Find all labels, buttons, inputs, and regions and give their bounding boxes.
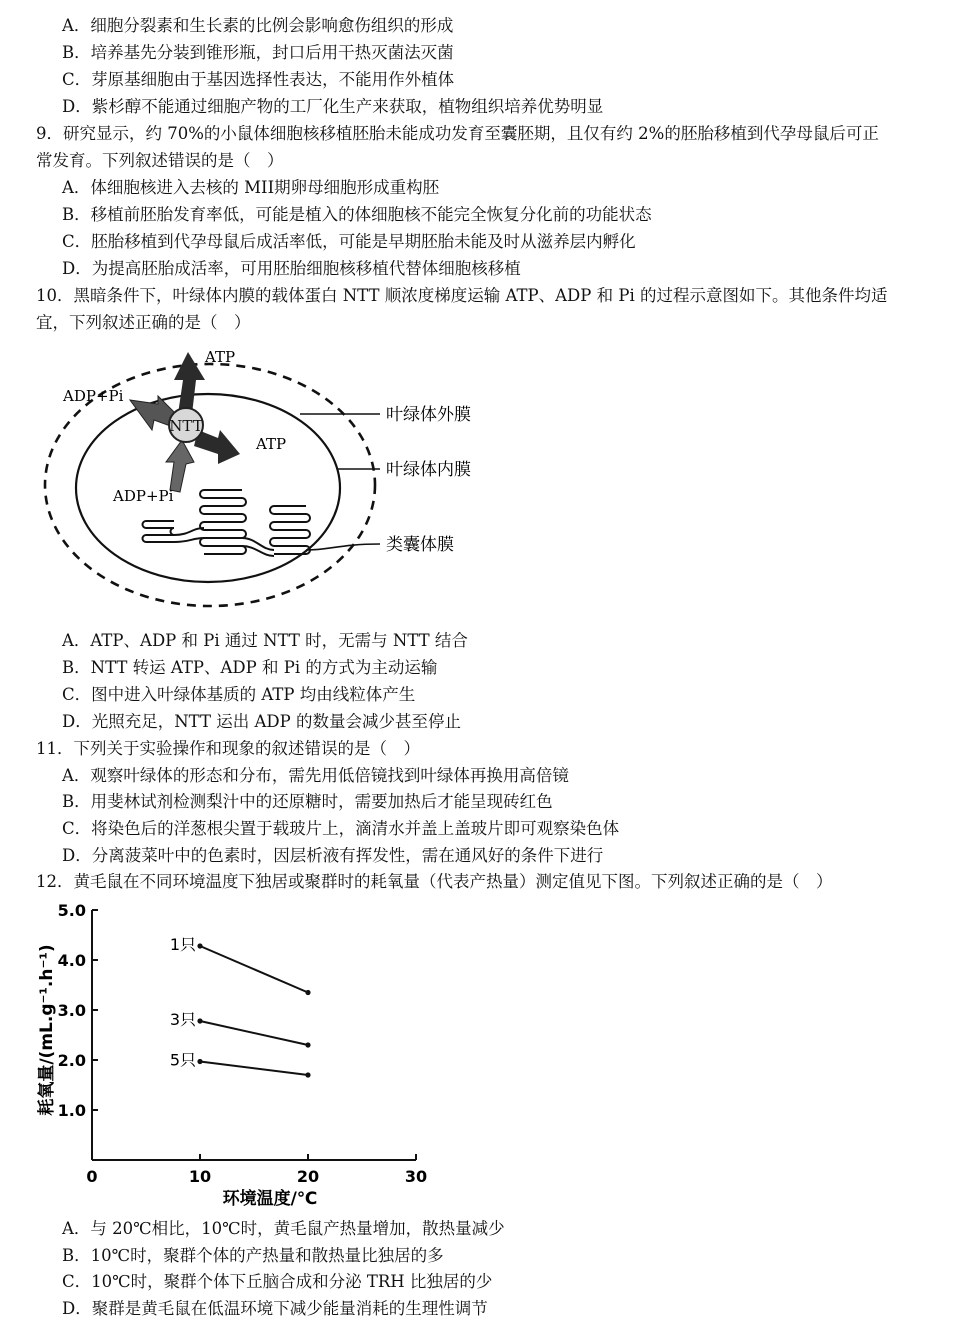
data-point: [197, 943, 202, 948]
q10-option-c: C．图中进入叶绿体基质的 ATP 均由线粒体产生: [62, 685, 416, 704]
x-tick-label: 0: [86, 1167, 98, 1186]
q8-option-d: D．紫杉醇不能通过细胞产物的工厂化生产来获取，植物组织培养优势明显: [62, 97, 604, 116]
outer-membrane-label: 叶绿体外膜: [386, 405, 471, 425]
adp-pi-left-label: ADP+Pi: [63, 387, 124, 405]
chloroplast-diagram: [30, 338, 510, 618]
x-tick-label: 30: [404, 1167, 428, 1186]
q11-option-a: A．观察叶绿体的形态和分布，需先用低倍镜找到叶绿体再换用高倍镜: [62, 766, 569, 785]
q10-option-d: D．光照充足，NTT 运出 ADP 的数量会减少甚至停止: [62, 712, 461, 731]
q11-option-d: D．分离菠菜叶中的色素时，因层析液有挥发性，需在通风好的条件下进行: [62, 846, 604, 865]
adp-pi-inner-label: ADP+Pi: [113, 487, 174, 505]
x-tick-label: 10: [188, 1167, 212, 1186]
thylakoid-membrane-label: 类囊体膜: [386, 535, 454, 555]
q8-option-c: C．芽原基细胞由于基因选择性表达，不能用作外植体: [62, 70, 455, 89]
q12-option-c: C．10℃时，聚群个体下丘脑合成和分泌 TRH 比独居的少: [62, 1272, 493, 1291]
q11-option-b: B．用斐林试剂检测梨汁中的还原糖时，需要加热后才能呈现砖红色: [62, 792, 553, 811]
atp-stroma-arrow: [194, 430, 240, 464]
q8-option-a: A．细胞分裂素和生长素的比例会影响愈伤组织的形成: [62, 16, 454, 35]
inner-membrane-label: 叶绿体内膜: [386, 460, 471, 480]
y-tick-label: 4.0: [57, 951, 86, 970]
series-label: 3只: [169, 1010, 196, 1029]
atp-right-label: ATP: [256, 435, 287, 453]
q12-stem: 12．黄毛鼠在不同环境温度下独居或聚群时的耗氧量（代表产热量）测定值见下图。下列叙述正确的是（ ）: [36, 872, 833, 891]
data-point: [197, 1059, 202, 1064]
atp-in-arrow: [174, 352, 205, 414]
q10-option-b: B．NTT 转运 ATP、ADP 和 Pi 的方式为主动运输: [62, 658, 438, 677]
series-label: 5只: [169, 1050, 196, 1070]
q9-stem-line2: 常发育。下列叙述错误的是（ ）: [36, 151, 284, 170]
q9-option-b: B．移植前胚胎发育率低，可能是植入的体细胞核不能完全恢复分化前的功能状态: [62, 205, 652, 224]
series-label: 1只: [169, 935, 196, 954]
y-axis-label: 耗氧量/(mL.g⁻¹.h⁻¹): [37, 944, 57, 1116]
series-line: [200, 946, 308, 993]
ntt-label: NTT: [169, 417, 203, 435]
atp-top-label: ATP: [205, 348, 236, 366]
data-point: [305, 990, 310, 995]
y-tick-label: 2.0: [57, 1051, 86, 1070]
q11-option-c: C．将染色后的洋葱根尖置于载玻片上，滴清水并盖上盖玻片即可观察染色体: [62, 819, 620, 838]
q10-option-a: A．ATP、ADP 和 Pi 通过 NTT 时，无需与 NTT 结合: [62, 631, 468, 650]
y-tick-label: 1.0: [57, 1101, 86, 1120]
q9-option-c: C．胚胎移植到代孕母鼠后成活率低，可能是早期胚胎未能及时从滋养层内孵化: [62, 232, 636, 251]
data-point: [305, 1042, 310, 1047]
q11-stem: 11．下列关于实验操作和现象的叙述错误的是（ ）: [36, 739, 420, 758]
q12-option-d: D．聚群是黄毛鼠在低温环境下减少能量消耗的生理性调节: [62, 1299, 488, 1318]
series-line: [200, 1062, 308, 1076]
y-tick-label: 3.0: [57, 1001, 86, 1020]
q8-option-b: B．培养基先分装到锥形瓶，封口后用干热灭菌法灭菌: [62, 43, 454, 62]
data-point: [305, 1072, 310, 1077]
q12-option-b: B．10℃时，聚群个体的产热量和散热量比独居的多: [62, 1246, 444, 1265]
series-line: [200, 1021, 308, 1045]
x-axis-label: 环境温度/℃: [222, 1189, 318, 1208]
y-tick-label: 5.0: [57, 901, 86, 920]
q9-stem-line1: 9．研究显示，约 70%的小鼠体细胞核移植胚胎未能成功发育至囊胚期，且仅有约 2%的胚胎移植到代孕母鼠后可正: [36, 124, 879, 143]
adp-stroma-arrow: [166, 440, 194, 492]
q10-stem-line1: 10．黑暗条件下，叶绿体内膜的载体蛋白 NTT 顺浓度梯度运输 ATP、ADP 和 Pi 的过程示意图如下。其他条件均适: [36, 286, 888, 305]
q9-option-d: D．为提高胚胎成活率，可用胚胎细胞核移植代替体细胞核移植: [62, 259, 521, 278]
x-tick-label: 20: [296, 1167, 320, 1186]
oxygen-consumption-chart: [30, 898, 450, 1208]
q10-stem-line2: 宜，下列叙述正确的是（ ）: [36, 313, 251, 332]
data-point: [197, 1018, 202, 1023]
q12-option-a: A．与 20℃相比，10℃时，黄毛鼠产热量增加，散热量减少: [62, 1219, 505, 1238]
q9-option-a: A．体细胞核进入去核的 MII期卵母细胞形成重构胚: [62, 178, 440, 197]
